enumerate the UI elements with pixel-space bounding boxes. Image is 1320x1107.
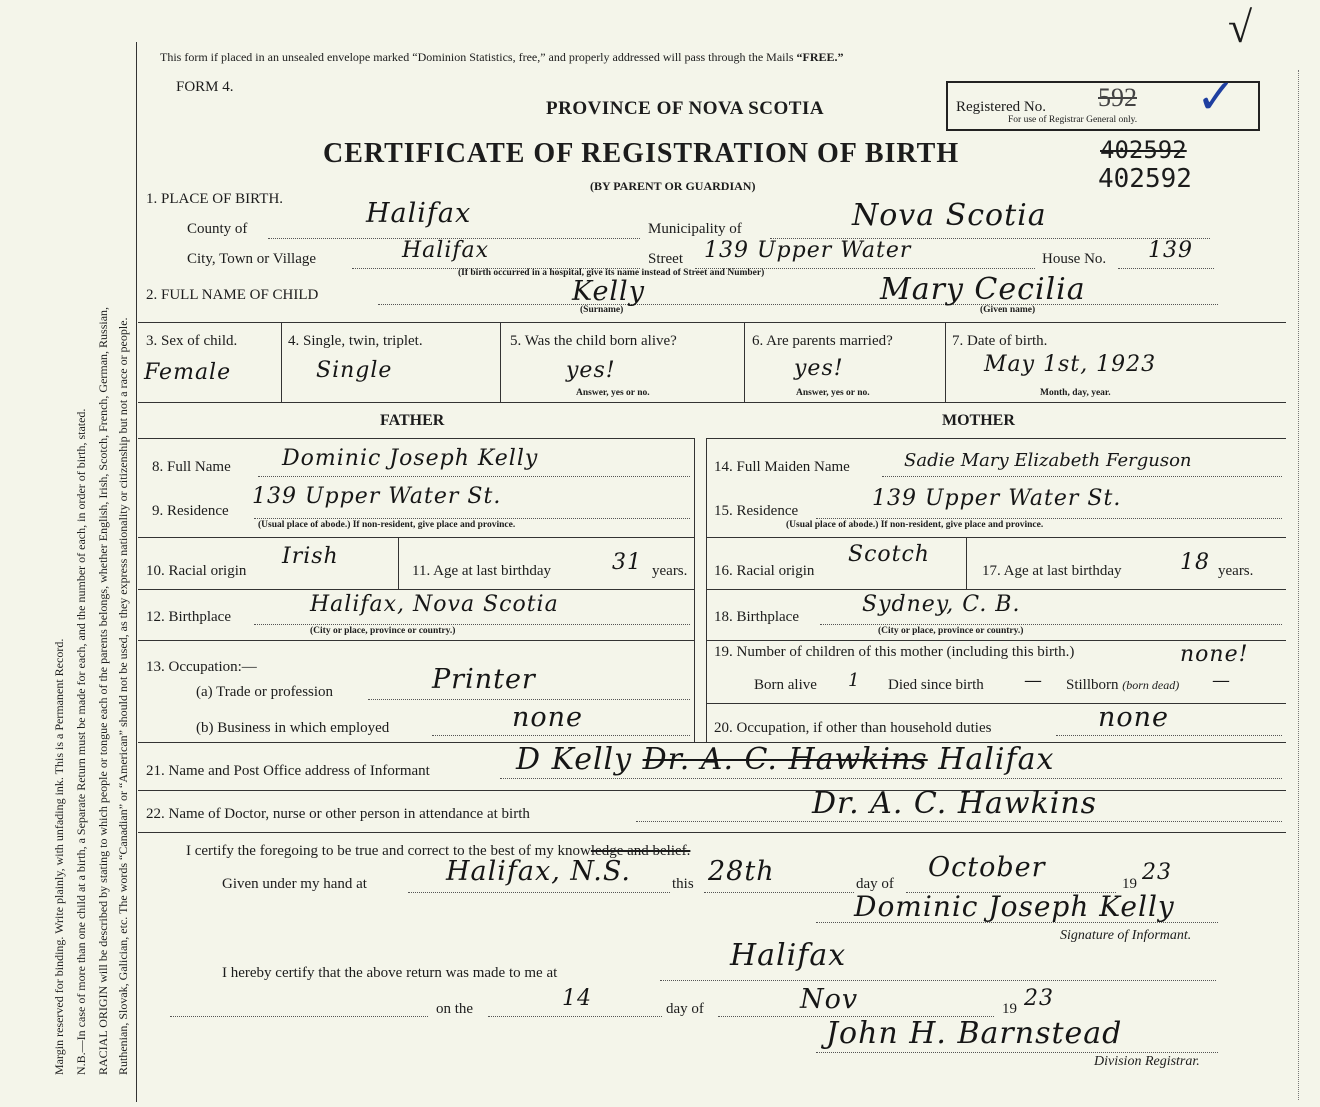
- registrar-caption: Division Registrar.: [1094, 1054, 1200, 1069]
- margin-binding-note: Margin reserved for binding. Write plainly, with unfading ink. This is a Permanent Record.: [52, 638, 66, 1075]
- trade-value: Printer: [432, 664, 536, 695]
- informant-label: 21. Name and Post Office address of Informant: [146, 763, 430, 779]
- registration-day-value: 14: [562, 986, 592, 1011]
- born-alive-caption: Answer, yes or no.: [576, 388, 650, 398]
- certificate-number-struck: 402592: [1100, 136, 1187, 164]
- registration-day-of-label: day of: [666, 1001, 704, 1017]
- this-label: this: [672, 876, 694, 892]
- trade-label: (a) Trade or profession: [196, 684, 334, 700]
- father-name-label: 8. Full Name: [152, 459, 231, 475]
- municipality-value: Nova Scotia: [852, 198, 1047, 233]
- on-the-label: on the: [436, 1001, 474, 1017]
- parents-married-caption: Answer, yes or no.: [796, 388, 870, 398]
- form-number: FORM 4.: [176, 79, 234, 95]
- born-alive-value: yes!: [566, 358, 616, 383]
- margin-nb-note: N.B.—In case of more than one child at a birth, a Separate Return must be made for each, and the number of each, in order of birth, stated.: [74, 408, 88, 1075]
- father-residence-value: 139 Upper Water St.: [252, 484, 502, 509]
- stillborn-label: Stillborn (born dead): [1066, 677, 1180, 693]
- corner-check-icon: √: [1228, 3, 1253, 52]
- certify-statement: I certify the foregoing to be true and correct to the best of my knowledge and belief.: [186, 843, 691, 859]
- mother-occupation-label: 20. Occupation, if other than household duties: [714, 720, 992, 736]
- margin-racial-note-2: Ruthenian, Slovak, Galician, etc. The words “Canadian” or “American” should not be used, as they express nationality or citizenship but not a race or people.: [116, 317, 130, 1075]
- registrar-signature: John H. Barnstead: [826, 1016, 1123, 1051]
- document-title: CERTIFICATE OF REGISTRATION OF BIRTH: [323, 138, 960, 169]
- registrar-certify-label: I hereby certify that the above return was made to me at: [222, 965, 558, 981]
- place-of-birth-heading: 1. PLACE OF BIRTH.: [146, 191, 284, 207]
- informant-signature: Dominic Joseph Kelly: [854, 890, 1175, 923]
- father-birthplace-label: 12. Birthplace: [146, 609, 231, 625]
- given-day-value: 28th: [708, 856, 775, 887]
- given-name-caption: (Given name): [980, 305, 1036, 315]
- father-racial-value: Irish: [282, 544, 339, 569]
- father-years-label: years.: [652, 563, 688, 579]
- mother-birthplace-caption: (City or place, province or country.): [878, 626, 1024, 636]
- hospital-note: (If birth occurred in a hospital, give its name instead of Street and Number): [458, 268, 765, 278]
- day-of-label: day of: [856, 876, 894, 892]
- registered-box: [946, 71, 1260, 131]
- father-age-label: 11. Age at last birthday: [412, 563, 551, 579]
- father-heading: FATHER: [380, 412, 445, 429]
- given-place-value: Halifax, N.S.: [446, 856, 631, 887]
- registrar-use-note: For use of Registrar General only.: [1008, 115, 1138, 125]
- margin-racial-note-1: RACIAL ORIGIN will be described by stating to which people or tongue each of the parents belongs, whether English, Irish, Scotch, French, German, Russian,: [96, 306, 110, 1075]
- doctor-label: 22. Name of Doctor, nurse or other person in attendance at birth: [146, 806, 530, 822]
- mother-residence-label: 15. Residence: [714, 503, 799, 519]
- signature-caption: Signature of Informant.: [1060, 928, 1192, 943]
- registered-label: Registered No.: [956, 99, 1046, 115]
- mother-residence-value: 139 Upper Water St.: [872, 486, 1122, 511]
- registrar-place-value: Halifax: [730, 938, 847, 973]
- birth-type-label: 4. Single, twin, triplet.: [288, 333, 423, 349]
- document-subtitle: (BY PARENT OR GUARDIAN): [590, 179, 756, 193]
- registration-year-value: 23: [1024, 986, 1054, 1011]
- father-racial-label: 10. Racial origin: [146, 563, 247, 579]
- mother-heading: MOTHER: [942, 412, 1015, 429]
- given-month-value: October: [928, 852, 1046, 883]
- father-occupation-label: 13. Occupation:—: [146, 659, 257, 675]
- mail-notice: This form if placed in an unsealed envelope marked “Dominion Statistics, free,” and properly addressed will pass through the Mails “FREE.”: [160, 50, 844, 64]
- given-year-prefix: 19: [1122, 876, 1137, 892]
- mother-name-label: 14. Full Maiden Name: [714, 459, 850, 475]
- mother-racial-label: 16. Racial origin: [714, 563, 815, 579]
- father-residence-label: 9. Residence: [152, 503, 229, 519]
- father-name-value: Dominic Joseph Kelly: [282, 446, 539, 471]
- doctor-value: Dr. A. C. Hawkins: [812, 786, 1098, 821]
- business-label: (b) Business in which employed: [196, 720, 390, 736]
- born-alive-label: 5. Was the child born alive?: [510, 333, 677, 349]
- street-label: Street: [648, 251, 683, 267]
- county-value: Halifax: [366, 198, 472, 229]
- mother-age-value: 18: [1180, 550, 1210, 575]
- child-name-label: 2. FULL NAME OF CHILD: [146, 287, 319, 303]
- informant-value: D Kelly Dr. A. C. Hawkins Halifax: [516, 742, 1055, 777]
- father-age-value: 31: [612, 550, 642, 575]
- date-of-birth-caption: Month, day, year.: [1040, 388, 1111, 398]
- mother-years-label: years.: [1218, 563, 1254, 579]
- father-birthplace-value: Halifax, Nova Scotia: [310, 592, 559, 617]
- born-alive-count-label: Born alive: [754, 677, 817, 693]
- city-label: City, Town or Village: [187, 251, 317, 267]
- registered-number: 592: [1098, 83, 1137, 112]
- died-since-birth-value: —: [1024, 670, 1043, 691]
- mother-racial-value: Scotch: [848, 542, 930, 567]
- business-value: none: [512, 702, 584, 733]
- date-of-birth-value: May 1st, 1923: [984, 352, 1157, 377]
- born-alive-count-value: 1: [848, 670, 861, 691]
- father-residence-caption: (Usual place of abode.) If non-resident, give place and province.: [258, 520, 516, 530]
- sex-label: 3. Sex of child.: [146, 333, 238, 349]
- city-value: Halifax: [402, 238, 490, 263]
- surname-caption: (Surname): [580, 305, 624, 315]
- municipality-label: Municipality of: [648, 221, 742, 237]
- child-given-name-value: Mary Cecilia: [880, 272, 1086, 307]
- mother-birthplace-label: 18. Birthplace: [714, 609, 799, 625]
- house-number-value: 139: [1148, 238, 1193, 263]
- given-year-value: 23: [1142, 860, 1172, 885]
- stillborn-value: —: [1212, 670, 1231, 691]
- county-label: County of: [187, 221, 248, 237]
- registration-month-value: Nov: [800, 984, 859, 1015]
- birth-type-value: Single: [316, 358, 393, 383]
- registration-year-prefix: 19: [1002, 1001, 1017, 1017]
- street-value: 139 Upper Water: [704, 238, 912, 263]
- province-heading: PROVINCE OF NOVA SCOTIA: [546, 98, 825, 119]
- died-since-birth-label: Died since birth: [888, 677, 984, 693]
- child-surname-value: Kelly: [572, 276, 645, 307]
- mother-age-label: 17. Age at last birthday: [982, 563, 1122, 579]
- father-birthplace-caption: (City or place, province or country.): [310, 626, 456, 636]
- parents-married-value: yes!: [794, 356, 844, 381]
- date-of-birth-label: 7. Date of birth.: [952, 333, 1048, 349]
- check-mark-icon: ✓: [1196, 71, 1237, 124]
- margin-rule: [136, 42, 137, 1102]
- mother-name-value: Sadie Mary Elizabeth Ferguson: [904, 450, 1192, 471]
- given-under-label: Given under my hand at: [222, 876, 367, 892]
- house-number-label: House No.: [1042, 251, 1107, 267]
- sex-value: Female: [144, 360, 232, 385]
- certificate-number: 402592: [1098, 164, 1192, 194]
- mother-occupation-value: none: [1098, 702, 1170, 733]
- mother-birthplace-value: Sydney, C. B.: [862, 592, 1021, 617]
- children-count-value: none!: [1180, 642, 1249, 667]
- mother-residence-caption: (Usual place of abode.) If non-resident, give place and province.: [786, 520, 1044, 530]
- children-count-label: 19. Number of children of this mother (including this birth.): [714, 644, 1075, 660]
- parents-married-label: 6. Are parents married?: [752, 333, 893, 349]
